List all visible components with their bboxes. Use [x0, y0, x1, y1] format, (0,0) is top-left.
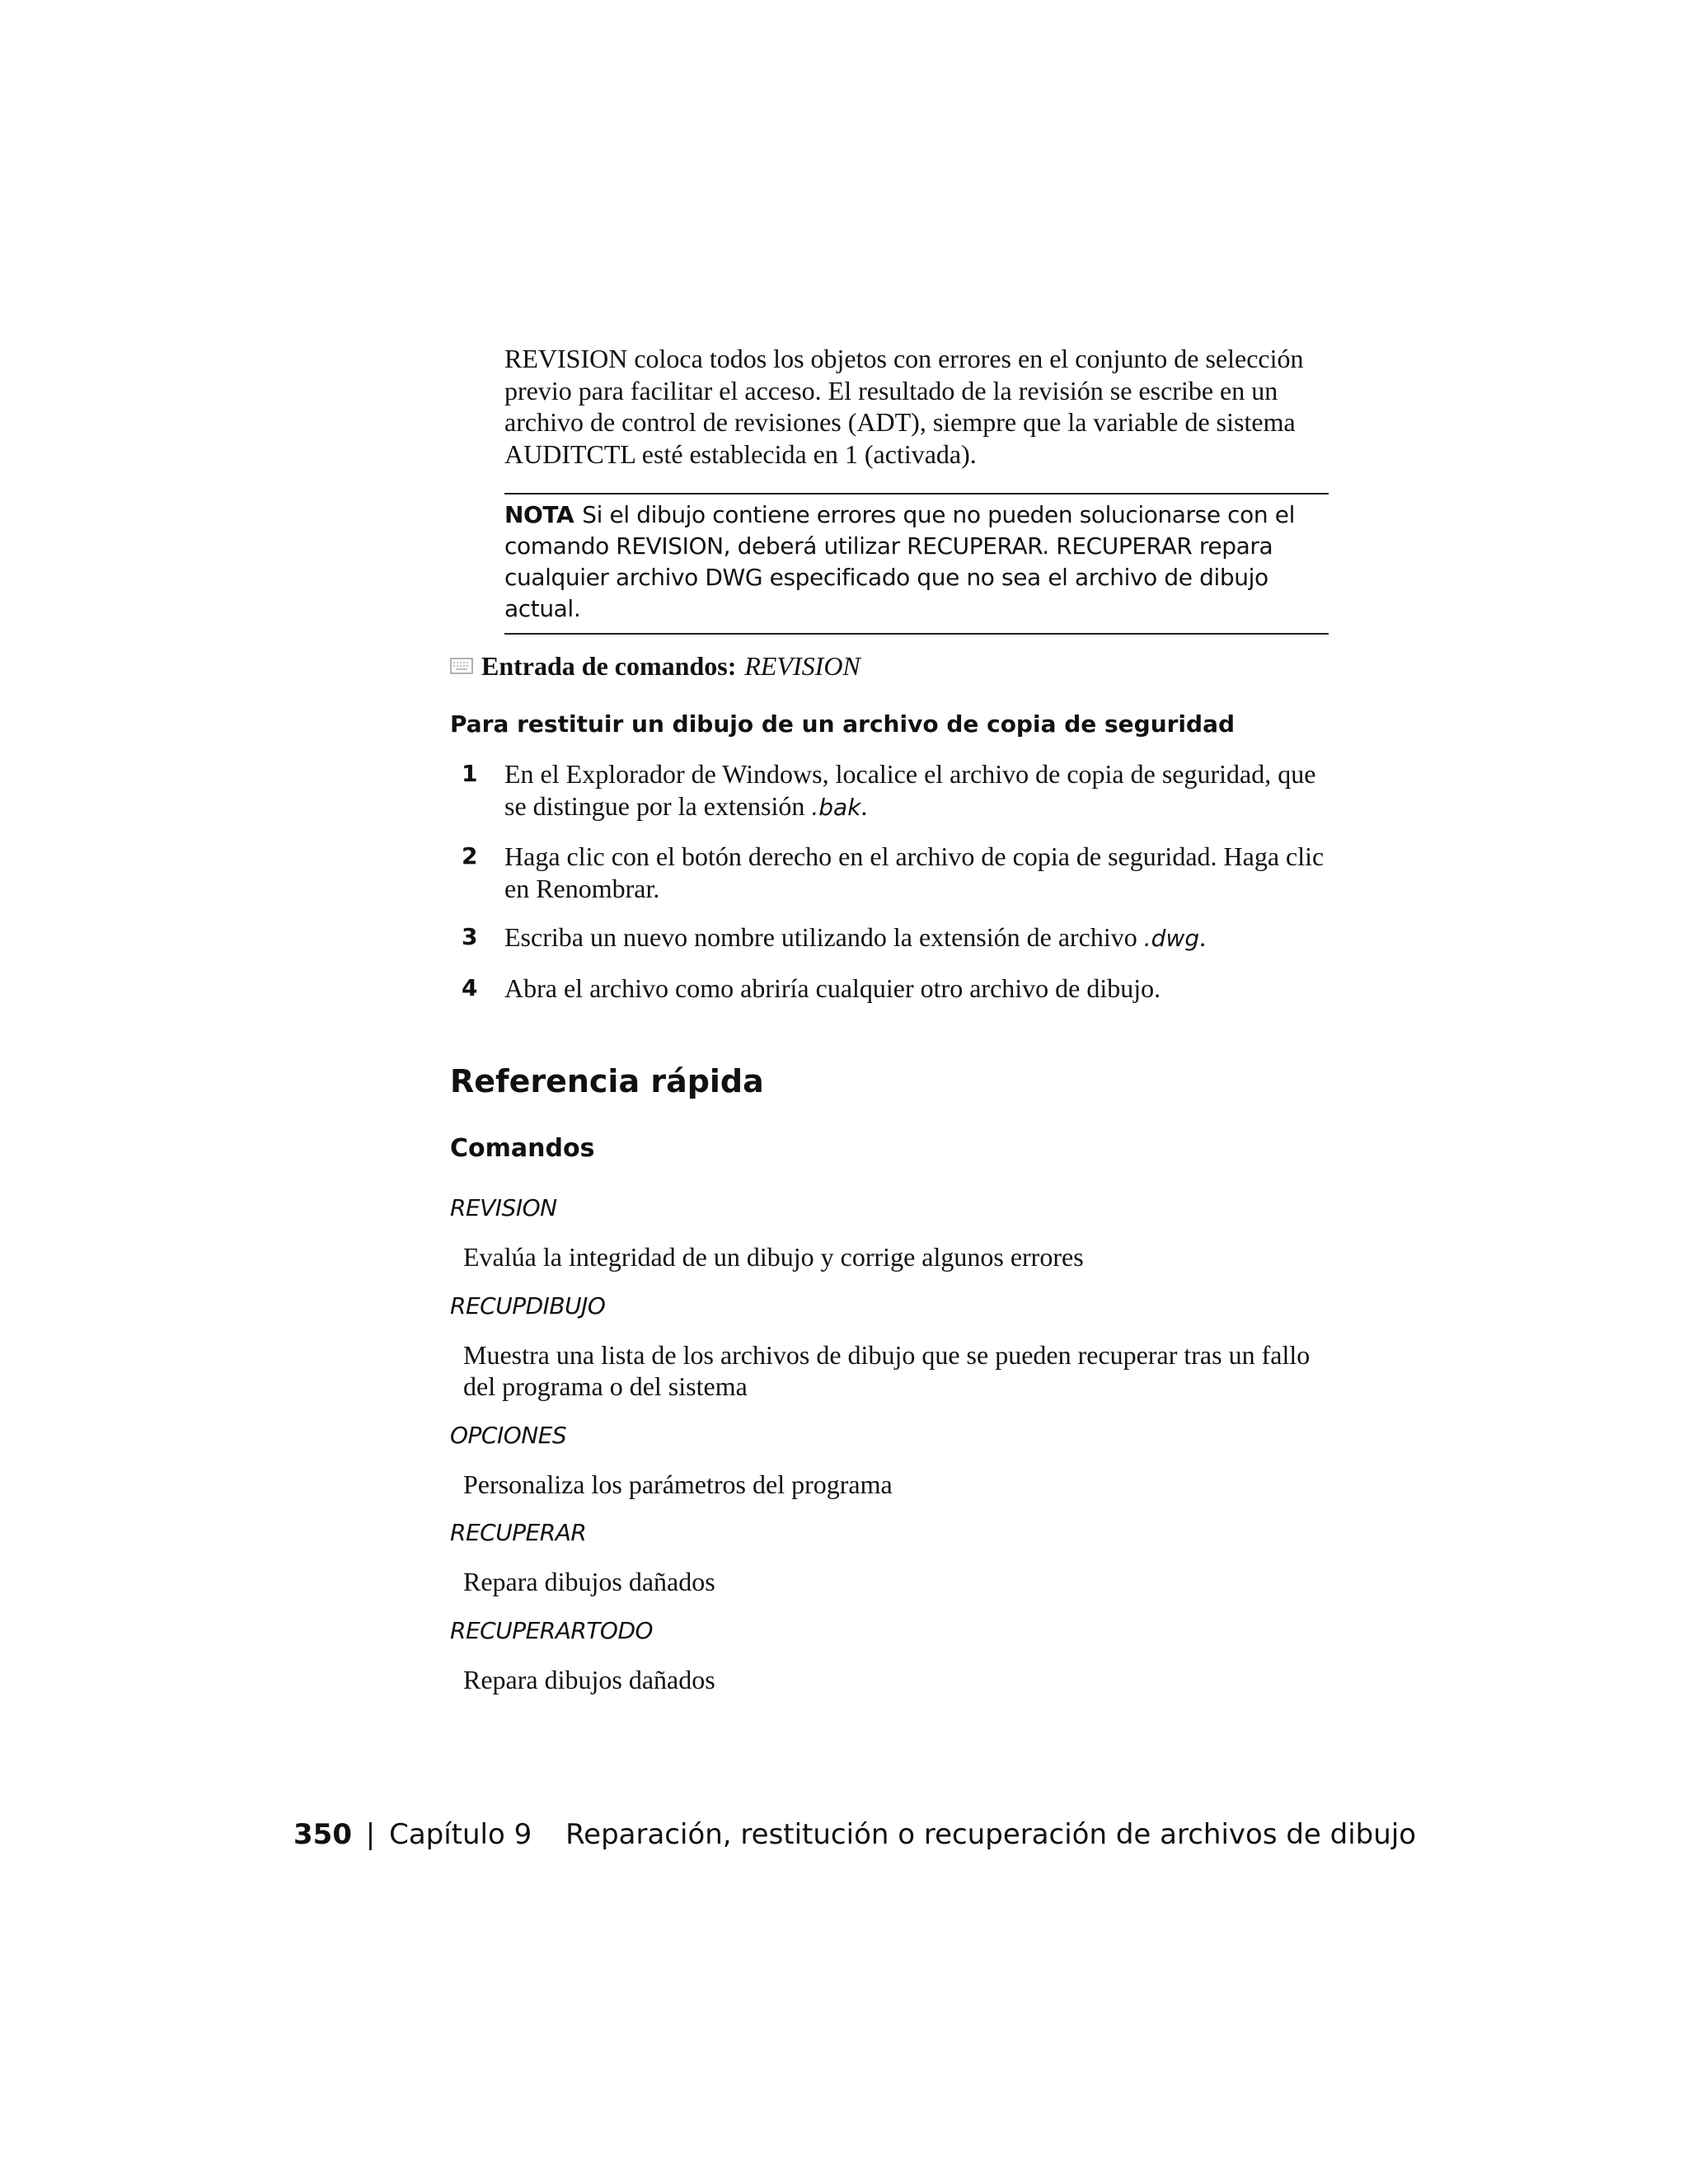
step-number: 1 — [462, 760, 478, 787]
procedure-step — [462, 758, 1329, 823]
page-footer — [293, 1816, 1416, 1853]
command-description: Repara dibujos dañados — [463, 1567, 715, 1596]
note-text: Si el dibujo contiene errores que no pueden solucionarse con el comando REVISION, deberá utilizar RECUPERAR. RECUPERAR repara cualquier archivo DWG especificado que no sea el archivo de dibujo actual. — [504, 501, 1295, 622]
command-name: RECUPERARTODO — [450, 1616, 654, 1644]
step-text-after: . — [860, 790, 868, 821]
step-number: 3 — [462, 923, 478, 950]
command-description: Personaliza los parámetros del programa — [463, 1469, 893, 1499]
procedure-steps — [462, 758, 1329, 1021]
procedure-step — [462, 921, 1329, 955]
procedure-step — [462, 972, 1329, 1005]
step-number: 2 — [462, 842, 478, 869]
chapter-label: Capítulo 9 — [389, 1818, 532, 1851]
note-box — [504, 493, 1329, 635]
step-text-main: En el Explorador de Windows, localice el archivo de copia de seguridad, que se distingue por la extensión — [504, 759, 1316, 821]
procedure-step — [462, 841, 1329, 904]
command-entry-value: REVISION — [744, 651, 860, 681]
command-name: OPCIONES — [450, 1421, 567, 1449]
commands-heading: Comandos — [450, 1134, 595, 1163]
command-name: REVISION — [450, 1194, 557, 1221]
step-text-main: Escriba un nuevo nombre utilizando la extensión de archivo — [504, 922, 1144, 952]
command-entry — [450, 649, 860, 682]
command-entry-label: Entrada de comandos: — [481, 651, 737, 681]
step-text — [504, 921, 1329, 955]
step-text — [504, 841, 1329, 904]
command-description: Repara dibujos dañados — [463, 1664, 715, 1694]
note-label: NOTA — [504, 501, 574, 528]
step-extension: .bak — [811, 793, 861, 821]
commands-list — [450, 1193, 1332, 1713]
procedure-title: Para restituir un dibujo de un archivo de copia de seguridad — [450, 710, 1236, 738]
footer-separator: | — [365, 1818, 376, 1851]
command-name: RECUPERAR — [450, 1519, 587, 1546]
intro-paragraph: REVISION coloca todos los objetos con errores en el conjunto de selección previo para facilitar el acceso. El resultado de la revisión se escribe en un archivo de control de revisiones (ADT), siempre que la variable de sistema AUDITCTL esté establecida en 1 (activada). — [504, 344, 1304, 469]
chapter-title: Reparación, restitución o recuperación de archivos de dibujo — [565, 1818, 1417, 1851]
step-number: 4 — [462, 973, 478, 1001]
step-extension: .dwg — [1143, 925, 1200, 952]
keyboard-icon — [450, 658, 473, 674]
step-text — [504, 972, 1329, 1005]
quick-reference-heading: Referencia rápida — [450, 1063, 764, 1099]
command-name: RECUPDIBUJO — [450, 1291, 606, 1319]
step-text-main: Haga clic con el botón derecho en el archivo de copia de seguridad. Haga clic en Renombrar. — [504, 841, 1325, 903]
command-description: Muestra una lista de los archivos de dibujo que se pueden recuperar tras un fallo del programa o del sistema — [463, 1339, 1311, 1401]
step-text-main: Abra el archivo como abriría cualquier otro archivo de dibujo. — [504, 972, 1161, 1003]
page-number: 350 — [293, 1818, 352, 1851]
step-text-after: . — [1199, 922, 1207, 952]
step-text — [504, 758, 1329, 823]
command-description: Evalúa la integridad de un dibujo y corrige algunos errores — [463, 1242, 1084, 1272]
